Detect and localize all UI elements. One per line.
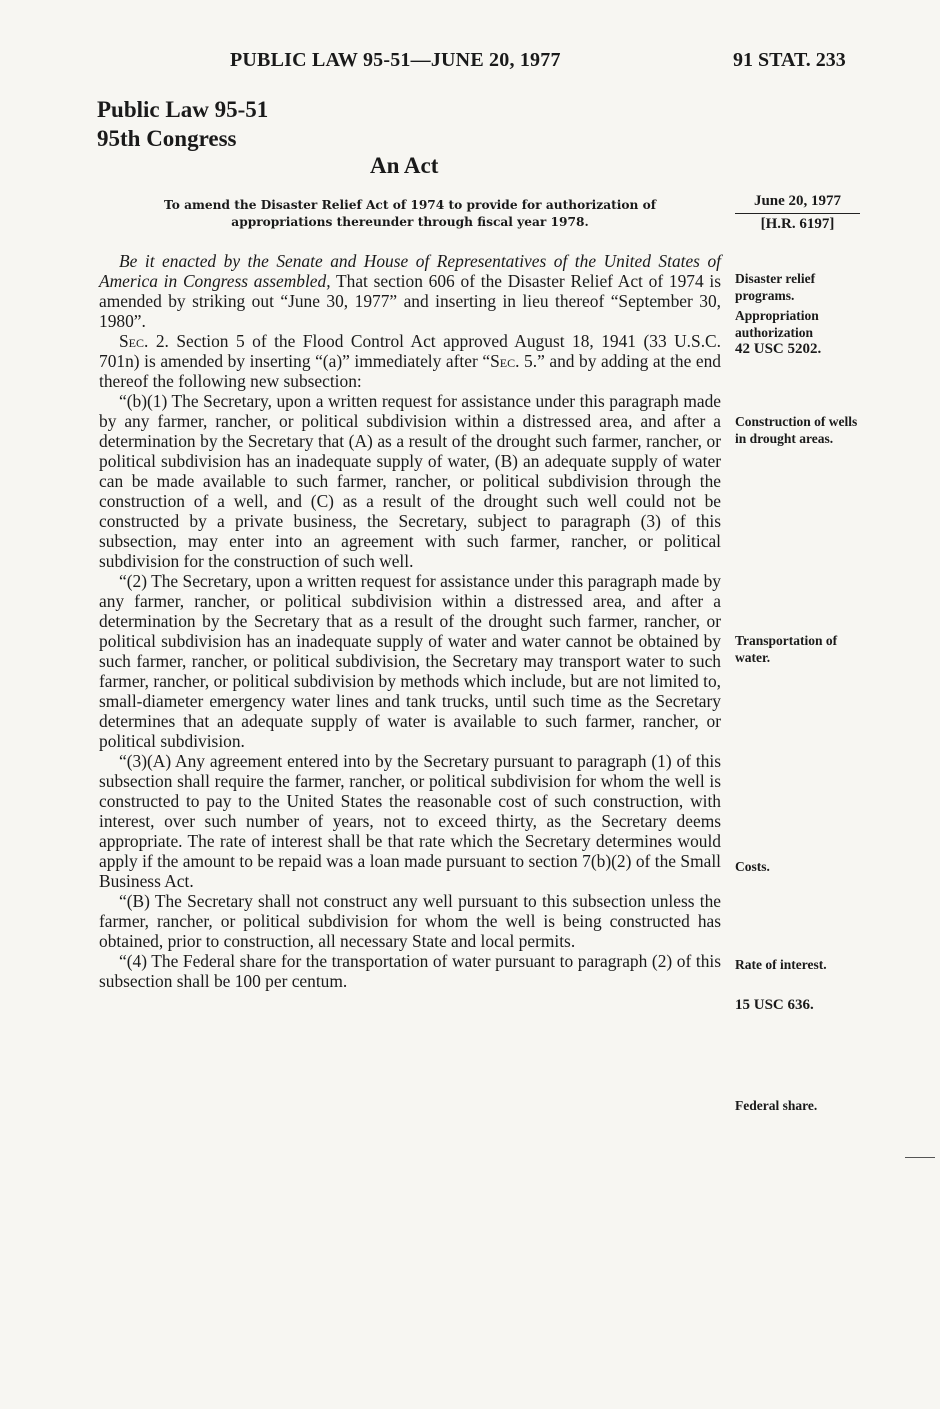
paragraph-2: “(2) The Secretary, upon a written request for assistance under this paragraph made by any farmer, rancher, or political subdivision within a distressed area, and after a determination by the Secretary that as a result of the drought such farmer, rancher, or political subdivision has an inadequate supply of water and water cannot be obtained by such farmer, rancher, or political subdivision, the Secretary may transport water to such farmer, rancher, or political subdivision by methods which include, but are not limited to, small-diameter emergency water lines and tank trucks, until such time as the Secretary determines that an adequate supply of water is available to such farmer, rancher, or political subdivision. bbox=[99, 571, 721, 751]
paragraph-4: “(4) The Federal share for the transportation of water pursuant to paragraph (2) of this subsection shall be 100 per centum. bbox=[99, 951, 721, 991]
paragraph-b1: “(b)(1) The Secretary, upon a written request for assistance under this paragraph made by any farmer, rancher, or political subdivision within a distressed area, and after a determination by the Secretary that (A) as a result of the drought such farmer, rancher, or political subdivision has an inadequate supply of water, (B) an adequate supply of water can be made available to such farmer, rancher, or political subdivision through the construction of a well, and (C) as a result of the drought such well could not be constructed by a private business, the Secretary, subject to paragraph (3) of this subsection, may enter into an agreement with such farmer, rancher, or political subdivision for the construction of such well. bbox=[99, 391, 721, 571]
purpose-line-2: appropriations thereunder through fiscal year 1978. bbox=[231, 215, 589, 229]
margin-note-wells: Construction of wells in drought areas. bbox=[735, 414, 858, 446]
margin-note-transport: Transportation of water. bbox=[735, 633, 838, 665]
statute-body bbox=[99, 251, 721, 991]
paragraph-3b: “(B) The Secretary shall not construct any well pursuant to this subsection unless the farmer, rancher, or political subdivision for whom the well is being constructed has obtained, prior to construction, all necessary State and local permits. bbox=[99, 891, 721, 951]
margin-note-usc-636: 15 USC 636. bbox=[735, 997, 814, 1013]
margin-note-federal-share: Federal share. bbox=[735, 1098, 818, 1113]
section-1-text: That section 606 of the Disaster Relief Act of 1974 is amended by striking out “June 30, 1977” and inserting in lieu thereof “September 30, 1980”. bbox=[99, 271, 722, 331]
margin-note-rate: Rate of interest. bbox=[735, 957, 827, 972]
section-2-ref: Sec. 5. bbox=[490, 351, 538, 371]
enacting-clause: Be it enacted by the Senate and House of Representatives of the United States of America in Congress assembled, bbox=[99, 251, 721, 291]
congress-number: 95th Congress bbox=[97, 126, 237, 151]
section-2-text: Section 5 of the Flood Control Act approved August 18, 1941 (33 U.S.C. 701n) is amended by inserting “(a)” immediately after “ bbox=[99, 331, 721, 371]
law-number: Public Law 95-51 bbox=[97, 97, 269, 122]
margin-note-appropriation: Appropriation authorization bbox=[735, 308, 819, 340]
section-2 bbox=[99, 331, 721, 391]
date-box bbox=[735, 191, 860, 235]
pen-mark bbox=[905, 1157, 935, 1158]
statute-page-reference: 91 STAT. 233 bbox=[733, 49, 846, 71]
act-heading: An Act bbox=[370, 153, 439, 178]
enactment-date: June 20, 1977 bbox=[735, 191, 860, 214]
section-2-text-end: ” and by adding at the end thereof the following new subsection: bbox=[99, 351, 721, 391]
act-purpose bbox=[100, 197, 720, 231]
law-title-block bbox=[97, 95, 268, 153]
purpose-line-1: To amend the Disaster Relief Act of 1974 to provide for authorization of bbox=[164, 198, 656, 212]
bill-number: [H.R. 6197] bbox=[760, 216, 835, 232]
paragraph-3a: “(3)(A) Any agreement entered into by the Secretary pursuant to paragraph (1) of this subsection shall require the farmer, rancher, or political subdivision for whom the well is constructed to pay to the United States the reasonable cost of such construction, with interest, over such number of years, not to exceed thirty, as the Secretary deems appropriate. The rate of interest shall be that rate which the Secretary determines would apply if the amount to be repaid was a loan made pursuant to section 7(b)(2) of the Small Business Act. bbox=[99, 751, 721, 891]
section-1 bbox=[99, 251, 721, 331]
margin-note-usc-5202: 42 USC 5202. bbox=[735, 341, 822, 357]
running-head: PUBLIC LAW 95-51—JUNE 20, 1977 bbox=[230, 49, 561, 71]
section-2-label: Sec. 2. bbox=[119, 331, 169, 351]
margin-note-disaster-relief: Disaster relief programs. bbox=[735, 271, 816, 303]
margin-note-costs: Costs. bbox=[735, 859, 770, 874]
